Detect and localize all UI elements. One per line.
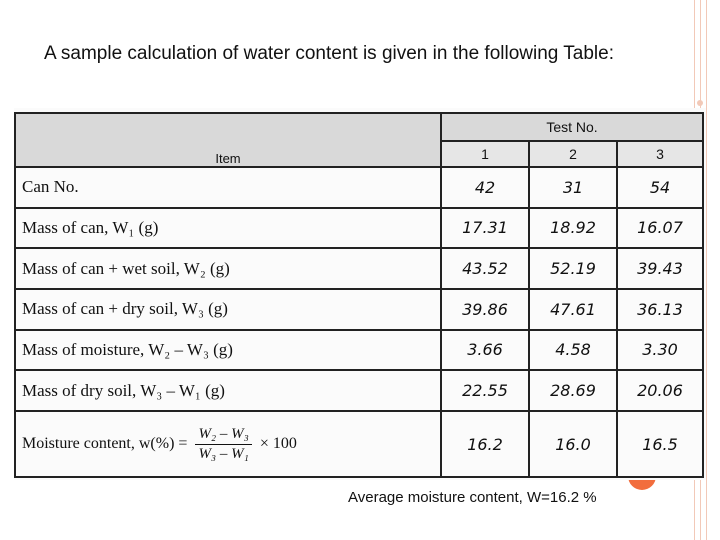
test-no-header: Test No. — [441, 113, 703, 141]
table-row — [15, 289, 703, 330]
cell-value: 3.30 — [617, 330, 703, 371]
formula-numerator: W₂ – W₃ — [195, 426, 251, 445]
test-number-2: 2 — [529, 141, 617, 167]
formula-denominator: W₃ – W₁ — [198, 445, 249, 462]
cell-value: 22.55 — [441, 370, 529, 411]
row-label: Can No. — [15, 167, 441, 208]
row-label: Mass of dry soil, W₃ – W₁ (g) — [15, 370, 441, 411]
cell-value: 20.06 — [617, 370, 703, 411]
formula-multiplier: × 100 — [259, 435, 297, 452]
cell-value: 39.86 — [441, 289, 529, 330]
intro-text: A sample calculation of water content is given in the following Table: — [44, 43, 614, 64]
cell-value: 28.69 — [529, 370, 617, 411]
cell-value: 3.66 — [441, 330, 529, 371]
table-row — [15, 167, 703, 208]
cell-value: 31 — [529, 167, 617, 208]
row-label: Mass of can + wet soil, W₂ (g) — [15, 248, 441, 289]
formula-fraction — [195, 426, 251, 463]
row-label: Mass of moisture, W₂ – W₃ (g) — [15, 330, 441, 371]
cell-value: 36.13 — [617, 289, 703, 330]
moisture-label: Moisture content, w(%) = — [22, 435, 188, 452]
item-header: Item — [15, 113, 441, 167]
table-row — [15, 248, 703, 289]
cell-value: 16.2 — [441, 411, 529, 477]
row-label: Mass of can + dry soil, W₃ (g) — [15, 289, 441, 330]
test-number-1: 1 — [441, 141, 529, 167]
cell-value: 17.31 — [441, 208, 529, 249]
cell-value: 16.0 — [529, 411, 617, 477]
test-number-3: 3 — [617, 141, 703, 167]
water-content-table — [14, 112, 704, 478]
cell-value: 52.19 — [529, 248, 617, 289]
cell-value: 43.52 — [441, 248, 529, 289]
average-moisture-note: Average moisture content, W=16.2 % — [348, 489, 597, 506]
cell-value: 18.92 — [529, 208, 617, 249]
cell-value: 42 — [441, 167, 529, 208]
table-row — [15, 208, 703, 249]
moisture-content-row — [15, 411, 703, 477]
cell-value: 4.58 — [529, 330, 617, 371]
table-header-row — [15, 113, 703, 141]
table-row — [15, 370, 703, 411]
cell-value: 47.61 — [529, 289, 617, 330]
cell-value: 54 — [617, 167, 703, 208]
moisture-formula — [15, 411, 441, 477]
row-label: Mass of can, W₁ (g) — [15, 208, 441, 249]
decorative-dot — [697, 100, 703, 106]
cell-value: 16.5 — [617, 411, 703, 477]
cell-value: 39.43 — [617, 248, 703, 289]
decorative-border-line — [706, 0, 707, 540]
cell-value: 16.07 — [617, 208, 703, 249]
table-row — [15, 330, 703, 371]
